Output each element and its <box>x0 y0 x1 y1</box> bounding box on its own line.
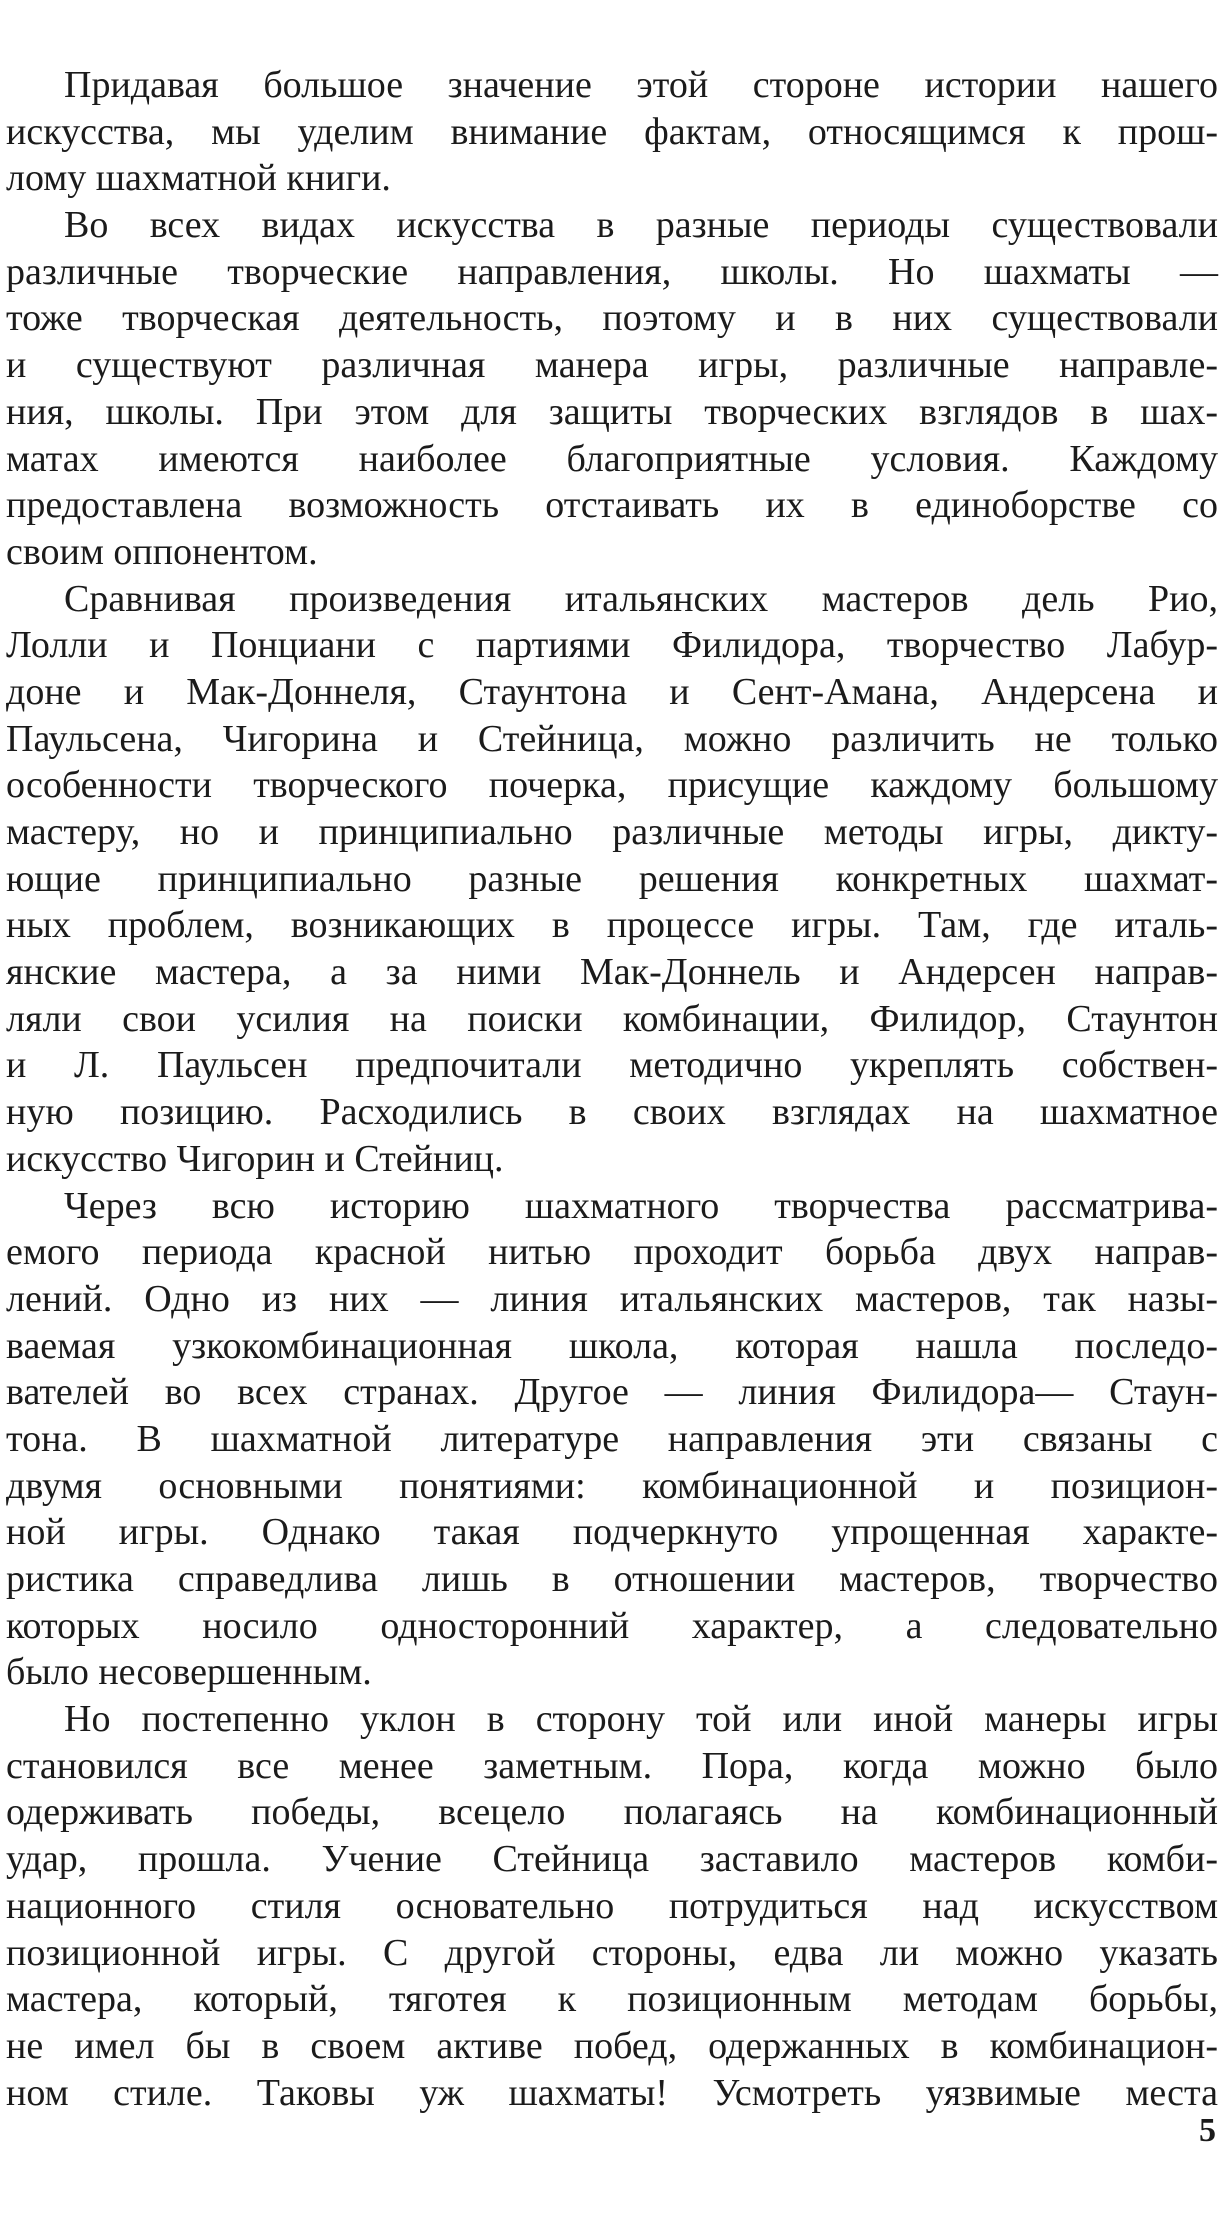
text-line: ляли свои усилия на поиски комбинации, Филидор, Стаунтон <box>6 997 1218 1040</box>
text-line: искусства, мы уделим внимание фактам, относящимся к прош- <box>6 110 1218 153</box>
text-line: тона. В шахматной литературе направления эти связаны с <box>6 1417 1218 1460</box>
text-line: не имел бы в своем активе побед, одержанных в комбинацион- <box>6 2024 1218 2067</box>
text-line: позиционной игры. С другой стороны, едва ли можно указать <box>6 1931 1218 1974</box>
text-line: предоставлена возможность отстаивать их в единоборстве со <box>6 484 1218 527</box>
text-line: емого периода красной нитью проходит борьба двух направ- <box>6 1231 1218 1274</box>
text-line: Придавая большое значение этой стороне истории нашего <box>64 64 1218 106</box>
text-line: Но постепенно уклон в сторону той или иной манеры игры <box>64 1698 1218 1741</box>
text-line: вателей во всех странах. Другое — линия Филидора— Стаун- <box>6 1371 1218 1414</box>
text-line: Сравнивая произведения итальянских мастеров дель Рио, <box>64 577 1218 620</box>
text-line: ной игры. Однако такая подчеркнуто упрощенная характе- <box>6 1511 1218 1554</box>
paragraph <box>6 576 1218 1183</box>
text-line: искусство Чигорин и Стейниц. <box>6 1137 504 1180</box>
text-line: становился все менее заметным. Пора, когда можно было <box>6 1744 1218 1787</box>
text-line: национного стиля основательно потрудиться над искусством <box>6 1884 1218 1927</box>
text-line: различные творческие направления, школы. Но шахматы — <box>6 250 1218 293</box>
text-line: ную позицию. Расходились в своих взглядах на шахматное <box>6 1091 1218 1134</box>
text-line: доне и Мак-Доннеля, Стаунтона и Сент-Амана, Андерсена и <box>6 670 1218 713</box>
text-line: ния, школы. При этом для защиты творческих взглядов в шах- <box>6 390 1218 433</box>
text-line: и Л. Паульсен предпочитали методично укреплять собствен- <box>6 1044 1218 1087</box>
text-line: лений. Одно из них — линия итальянских мастеров, так назы- <box>6 1277 1218 1320</box>
text-line: мастера, который, тяготея к позиционным методам борьбы, <box>6 1978 1218 2021</box>
text-line: янские мастера, а за ними Мак-Доннель и Андерсен направ- <box>6 951 1218 994</box>
text-line: ющие принципиально разные решения конкретных шахмат- <box>6 857 1218 900</box>
text-line: особенности творческого почерка, присущие каждому большому <box>6 764 1218 807</box>
text-line: своим оппонентом. <box>6 530 318 573</box>
text-line: лому шахматной книги. <box>6 157 391 200</box>
text-line: Через всю историю шахматного творчества рассматрива- <box>64 1184 1218 1227</box>
text-line: которых носило односторонний характер, а следовательно <box>6 1604 1218 1647</box>
text-line: ристика справедлива лишь в отношении мастеров, творчество <box>6 1558 1218 1600</box>
text-line: одерживать победы, всецело полагаясь на комбинационный <box>6 1791 1218 1834</box>
paragraph <box>6 202 1218 576</box>
text-line: ваемая узкокомбинационная школа, которая нашла последо- <box>6 1324 1218 1367</box>
text-line: ном стиле. Таковы уж шахматы! Усмотреть уязвимые места <box>6 2071 1218 2114</box>
text-line: и существуют различная манера игры, различные направле- <box>6 344 1218 387</box>
text-line: матах имеются наиболее благоприятные условия. Каждому <box>6 437 1218 480</box>
text-line: было несовершенным. <box>6 1651 372 1694</box>
text-line: Лолли и Понциани с партиями Филидора, творчество Лабур- <box>6 624 1218 667</box>
paragraph <box>6 1183 1218 1697</box>
text-line: Во всех видах искусства в разные периоды существовали <box>64 204 1218 247</box>
text-line: мастеру, но и принципиально различные методы игры, дикту- <box>6 811 1218 853</box>
body-text <box>6 62 1218 2116</box>
paragraph <box>6 62 1218 202</box>
text-line: двумя основными понятиями: комбинационной и позицион- <box>6 1464 1218 1507</box>
text-line: Паульсена, Чигорина и Стейница, можно различить не только <box>6 717 1218 760</box>
page-number: 5 <box>1199 2112 1216 2149</box>
text-line: тоже творческая деятельность, поэтому и в них существовали <box>6 297 1218 340</box>
paragraph <box>6 1696 1218 2116</box>
text-line: удар, прошла. Учение Стейница заставило мастеров комби- <box>6 1838 1218 1881</box>
text-line: ных проблем, возникающих в процессе игры. Там, где италь- <box>6 904 1218 947</box>
